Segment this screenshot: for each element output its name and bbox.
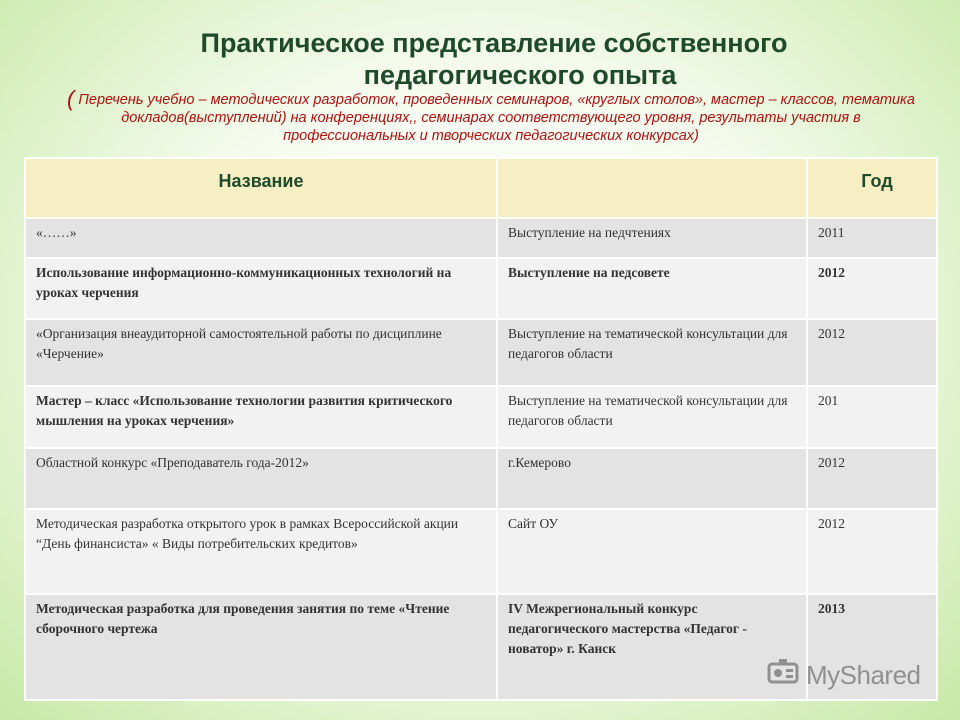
table-row	[25, 509, 937, 594]
cell-year: 2013	[807, 594, 937, 700]
cell-year: 2012	[807, 509, 937, 594]
cell-name: «Организация внеаудиторной самостоятельной работы по дисциплине «Черчение»	[25, 319, 497, 386]
page-title-line1: Практическое представление собственного	[200, 28, 788, 58]
cell-year: 2012	[807, 258, 937, 319]
cell-name: Мастер – класс «Использование технологии развития критического мышления на уроках черчения»	[25, 386, 497, 448]
header-year: Год	[807, 158, 937, 218]
header-name: Название	[25, 158, 497, 218]
table-row	[25, 386, 937, 448]
table-header-row	[25, 158, 937, 218]
cell-place: г.Кемерово	[497, 448, 807, 509]
cell-name: Методическая разработка для проведения занятия по теме «Чтение сборочного чертежа	[25, 594, 497, 700]
cell-place: Выступление на педсовете	[497, 258, 807, 319]
cell-year: 2012	[807, 448, 937, 509]
header-place	[497, 158, 807, 218]
table-row	[25, 258, 937, 319]
cell-year: 2011	[807, 218, 937, 258]
projector-icon	[766, 656, 800, 695]
subtitle-text: Перечень учебно – методических разработок, проведенных семинаров, «круглых столов», мастер – классов, тематика докладов(выступлений) на конференциях,, семинарах соответствующего уровня, результаты участия в профессиональных и творческих педагогических конкурсах)	[74, 92, 915, 144]
watermark	[766, 655, 921, 695]
subtitle-open-paren: (	[67, 86, 75, 111]
cell-name: Методическая разработка открытого урок в рамках Всероссийской акции “День финансиста» « Виды потребительских кредитов»	[25, 509, 497, 594]
subtitle	[66, 86, 916, 145]
cell-place: Выступление на тематической консультации для педагогов области	[497, 386, 807, 448]
cell-place: Выступление на педчтениях	[497, 218, 807, 258]
table-row	[25, 448, 937, 509]
cell-place: Выступление на тематической консультации для педагогов области	[497, 319, 807, 386]
cell-place: Сайт ОУ	[497, 509, 807, 594]
cell-name: Использование информационно-коммуникационных технологий на уроках черчения	[25, 258, 497, 319]
watermark-text: MyShared	[806, 659, 921, 690]
cell-year: 201	[807, 386, 937, 448]
cell-place: IV Межрегиональный конкурс педагогического мастерства «Педагог - новатор» г. Канск	[497, 594, 807, 700]
cell-name: Областной конкурс «Преподаватель года-2012»	[25, 448, 497, 509]
table-row	[25, 218, 937, 258]
cell-name: «……»	[25, 218, 497, 258]
cell-year: 2012	[807, 319, 937, 386]
experience-table	[24, 157, 938, 701]
page-title-line2: педагогического опыта	[363, 60, 677, 90]
table-row	[25, 319, 937, 386]
